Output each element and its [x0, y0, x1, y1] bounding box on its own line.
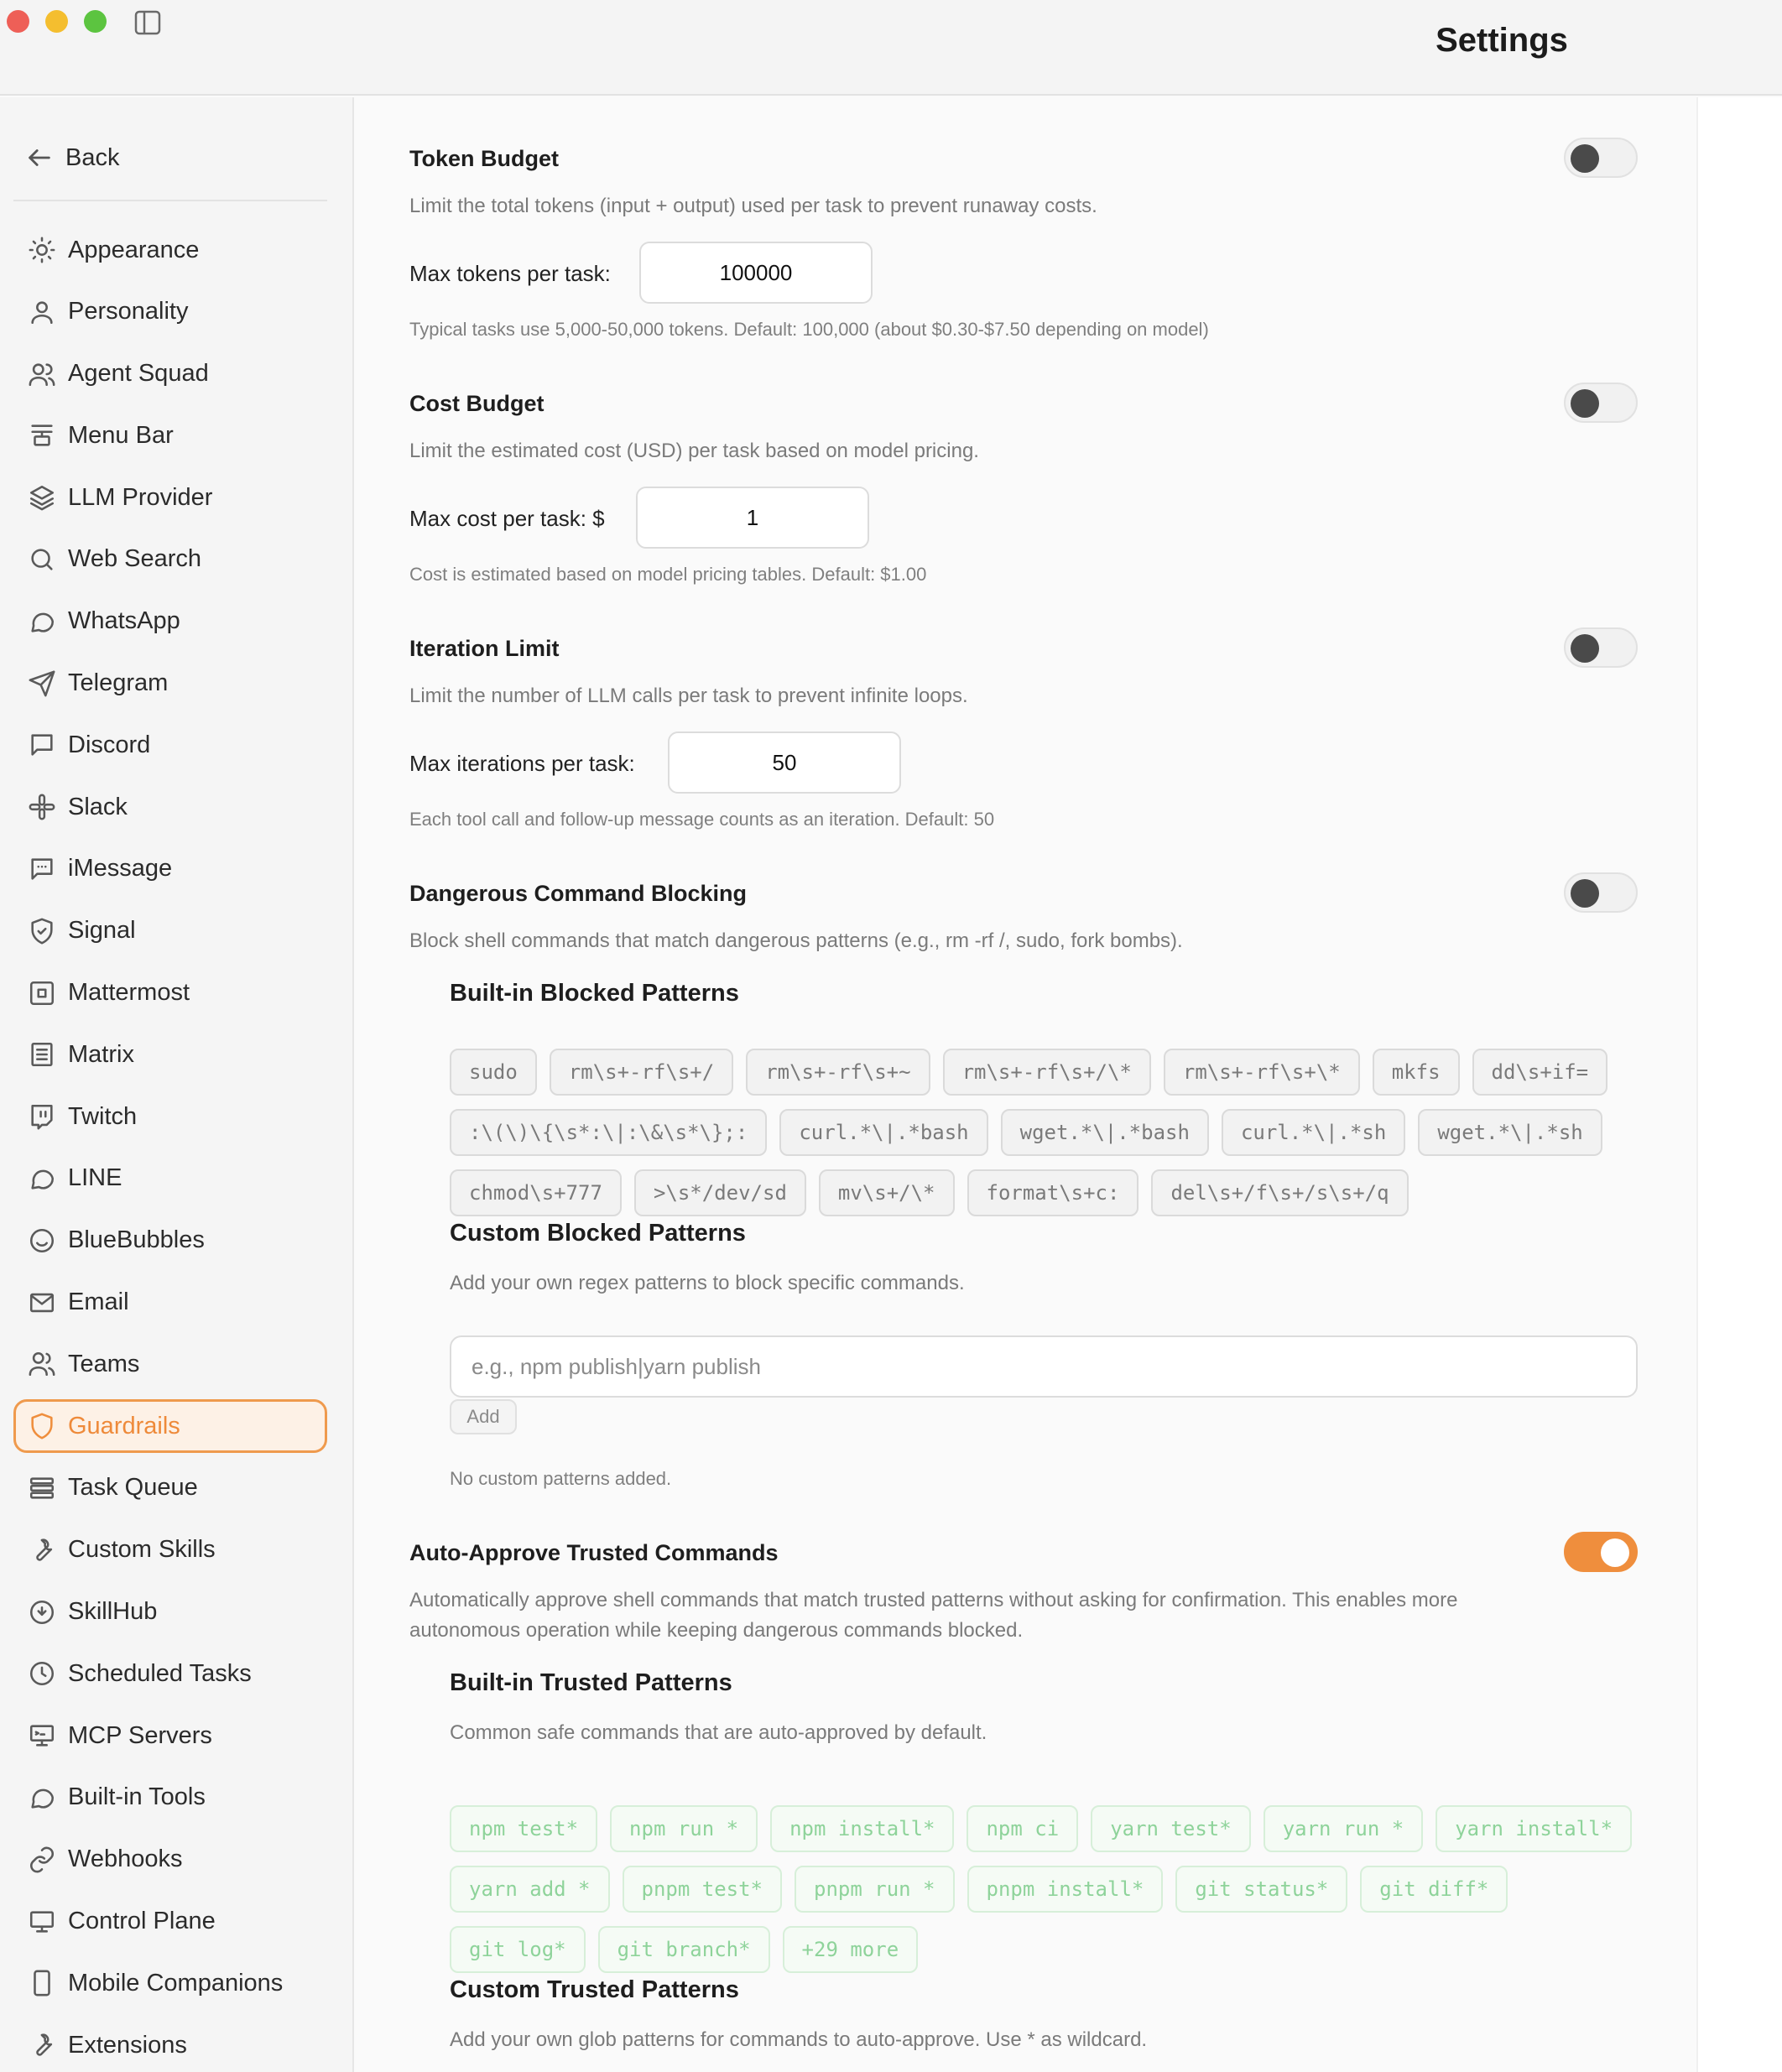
blocked-pattern-chip: :\(\)\{\s*:\|:\&\s*\};: [450, 1109, 767, 1156]
pattern-row [450, 1926, 1641, 1973]
trusted-pattern-chip: npm ci [967, 1805, 1078, 1852]
blocked-pattern-chip: wget.*\|.*bash [1001, 1109, 1209, 1156]
sidebar-item-web-search[interactable] [13, 533, 327, 586]
toggle-knob [1571, 144, 1599, 173]
sidebar-item-signal[interactable] [13, 904, 327, 958]
sidebar-item-label: iMessage [68, 855, 173, 882]
blocked-pattern-chip: rm\s+-rf\s+~ [746, 1049, 930, 1096]
sidebar-item-mcp-servers[interactable] [13, 1709, 327, 1762]
sidebar-item-personality[interactable] [13, 285, 327, 339]
paper-plane-icon [16, 669, 68, 698]
dangerous-blocking-toggle[interactable] [1564, 872, 1638, 913]
sidebar-item-teams[interactable] [13, 1337, 327, 1391]
max-iterations-label: Max iterations per task: [409, 751, 635, 776]
blocked-pattern-chip: curl.*\|.*bash [779, 1109, 987, 1156]
server-icon [16, 1721, 68, 1750]
builtin-blocked-title: Built-in Blocked Patterns [450, 980, 739, 1007]
sidebar-item-twitch[interactable] [13, 1090, 327, 1143]
trusted-pattern-chip: npm run * [610, 1805, 758, 1852]
sidebar-item-label: Scheduled Tasks [68, 1659, 252, 1687]
sidebar-item-label: Twitch [68, 1102, 138, 1130]
sidebar-item-label: Webhooks [68, 1846, 183, 1873]
trusted-pattern-chip: git status* [1175, 1866, 1347, 1913]
square-dot-icon [16, 979, 68, 1007]
right-gutter [1696, 97, 1782, 2072]
blocked-pattern-chip: curl.*\|.*sh [1222, 1109, 1405, 1156]
trusted-pattern-chip: yarn install* [1436, 1805, 1632, 1852]
dangerous-blocking-description: Block shell commands that match dangerous patterns (e.g., rm -rf /, sudo, fork bombs). [409, 929, 1183, 952]
cost-budget-toggle[interactable] [1564, 383, 1638, 423]
cost-budget-description: Limit the estimated cost (USD) per task based on model pricing. [409, 440, 979, 462]
shield-icon [16, 1412, 68, 1440]
sidebar-item-label: Appearance [68, 236, 200, 263]
sidebar-item-label: Control Plane [68, 1908, 216, 1935]
pattern-row [450, 1049, 1641, 1096]
sidebar-item-label: Signal [68, 917, 136, 945]
add-pattern-button[interactable]: Add [450, 1399, 517, 1434]
sidebar-item-task-queue[interactable] [13, 1461, 327, 1515]
sidebar-item-skillhub[interactable] [13, 1585, 327, 1639]
sidebar-item-label: Extensions [68, 2031, 187, 2059]
sidebar-item-webhooks[interactable] [13, 1833, 327, 1887]
message-square-icon [16, 731, 68, 759]
trusted-pattern-chip: git diff* [1360, 1866, 1508, 1913]
sidebar-item-slack[interactable] [13, 780, 327, 834]
custom-blocked-description: Add your own regex patterns to block specific commands. [450, 1272, 965, 1294]
sidebar-item-label: MCP Servers [68, 1721, 212, 1749]
sidebar-item-guardrails[interactable] [13, 1399, 327, 1453]
team-icon [16, 1350, 68, 1378]
auto-approve-description-2: autonomous operation while keeping dangerous commands blocked. [409, 1619, 1024, 1642]
pattern-row [450, 1169, 1641, 1216]
sidebar-item-label: Telegram [68, 669, 169, 697]
trusted-pattern-chip[interactable]: +29 more [783, 1926, 919, 1973]
builtin-trusted-title: Built-in Trusted Patterns [450, 1669, 732, 1696]
message-dots-icon [16, 855, 68, 883]
custom-pattern-input[interactable]: e.g., npm publish|yarn publish [450, 1335, 1638, 1398]
window-title: Settings [1436, 22, 1568, 59]
toggle-knob [1571, 389, 1599, 418]
pattern-row [450, 1805, 1641, 1852]
blocked-pattern-chip: rm\s+-rf\s+/\* [943, 1049, 1151, 1096]
title-bar [0, 0, 1782, 96]
wrench-icon [16, 1536, 68, 1564]
menu-bar-icon [16, 421, 68, 450]
max-iterations-input[interactable]: 50 [668, 731, 901, 794]
sidebar-item-built-in-tools[interactable] [13, 1771, 327, 1825]
dangerous-blocking-title: Dangerous Command Blocking [409, 881, 748, 906]
iteration-limit-description: Limit the number of LLM calls per task to prevent infinite loops. [409, 685, 968, 707]
sidebar-item-whatsapp[interactable] [13, 595, 327, 648]
sidebar-item-control-plane[interactable] [13, 1895, 327, 1949]
arrow-left-icon [13, 143, 65, 172]
sidebar-item-label: Personality [68, 298, 189, 325]
sidebar-item-label: WhatsApp [68, 607, 180, 635]
token-budget-description: Limit the total tokens (input + output) used per task to prevent runaway costs. [409, 195, 1097, 217]
back-button[interactable] [13, 131, 327, 185]
iteration-limit-hint: Each tool call and follow-up message counts as an iteration. Default: 50 [409, 809, 995, 830]
token-budget-hint: Typical tasks use 5,000-50,000 tokens. Default: 100,000 (about $0.30-$7.50 depending on model) [409, 319, 1209, 340]
clock-icon [16, 1659, 68, 1688]
toggle-knob [1601, 1538, 1629, 1567]
chat-bubble-icon [16, 1783, 68, 1812]
trusted-pattern-chip: yarn add * [450, 1866, 610, 1913]
chat-bubble-icon [16, 1164, 68, 1193]
toggle-knob [1571, 879, 1599, 908]
sidebar-item-line[interactable] [13, 1152, 327, 1205]
smile-circle-icon [16, 1226, 68, 1255]
sidebar-toggle-icon[interactable] [134, 10, 161, 35]
blocked-pattern-chip: mkfs [1373, 1049, 1460, 1096]
sidebar-item-label: Email [68, 1288, 129, 1316]
trusted-pattern-chip: npm test* [450, 1805, 597, 1852]
trusted-pattern-chip: yarn test* [1091, 1805, 1251, 1852]
custom-trusted-title: Custom Trusted Patterns [450, 1976, 739, 2003]
back-label: Back [65, 143, 120, 171]
link-icon [16, 1846, 68, 1874]
max-tokens-input[interactable]: 100000 [639, 242, 873, 304]
blocked-pattern-chip: >\s*/dev/sd [634, 1169, 806, 1216]
builtin-blocked-patterns [450, 1049, 1641, 1230]
wrench-icon [16, 2031, 68, 2059]
phone-icon [16, 1969, 68, 1997]
auto-approve-description-1: Automatically approve shell commands that match trusted patterns without asking for confirmation. This enables more [409, 1589, 1458, 1611]
user-icon [16, 298, 68, 326]
minimize-window-button[interactable] [45, 10, 68, 33]
token-budget-toggle[interactable] [1564, 138, 1638, 178]
sidebar-divider [13, 200, 327, 201]
sidebar-nav [13, 223, 327, 2072]
sidebar-item-mattermost[interactable] [13, 966, 327, 1020]
cost-budget-hint: Cost is estimated based on model pricing tables. Default: $1.00 [409, 564, 927, 585]
pattern-row [450, 1866, 1641, 1913]
builtin-trusted-patterns [450, 1805, 1641, 1986]
trusted-pattern-chip: git branch* [598, 1926, 770, 1973]
blocked-pattern-chip: chmod\s+777 [450, 1169, 622, 1216]
slack-icon [16, 793, 68, 821]
custom-blocked-title: Custom Blocked Patterns [450, 1220, 746, 1247]
sidebar-item-label: Guardrails [68, 1412, 180, 1439]
sidebar-item-telegram[interactable] [13, 657, 327, 711]
sidebar-item-label: Slack [68, 793, 128, 820]
sidebar-item-label: Mattermost [68, 979, 190, 1007]
no-custom-patterns-text: No custom patterns added. [450, 1468, 672, 1489]
monitor-icon [16, 1908, 68, 1936]
chat-bubble-icon [16, 607, 68, 636]
sidebar-item-bluebubbles[interactable] [13, 1214, 327, 1268]
blocked-pattern-chip: dd\s+if= [1472, 1049, 1608, 1096]
sidebar-item-menu-bar[interactable] [13, 409, 327, 462]
pattern-row [450, 1109, 1641, 1156]
sidebar-item-appearance[interactable] [13, 223, 327, 277]
blocked-pattern-chip: sudo [450, 1049, 537, 1096]
sidebar-item-imessage[interactable] [13, 842, 327, 896]
iteration-limit-toggle[interactable] [1564, 627, 1638, 668]
token-budget-title: Token Budget [409, 146, 559, 171]
trusted-pattern-chip: npm install* [770, 1805, 954, 1852]
sidebar-item-label: Matrix [68, 1040, 134, 1068]
sidebar-item-label: Agent Squad [68, 360, 209, 388]
sidebar-item-extensions[interactable] [13, 2018, 327, 2072]
sidebar-item-label: LLM Provider [68, 483, 213, 511]
trusted-pattern-chip: pnpm install* [967, 1866, 1164, 1913]
sidebar-item-custom-skills[interactable] [13, 1523, 327, 1577]
search-icon [16, 545, 68, 574]
sidebar-item-label: Discord [68, 731, 151, 758]
max-cost-label: Max cost per task: $ [409, 506, 605, 531]
matrix-icon [16, 1040, 68, 1069]
sidebar-item-scheduled-tasks[interactable] [13, 1647, 327, 1700]
sidebar-item-label: Custom Skills [68, 1536, 216, 1564]
sidebar-item-label: Web Search [68, 545, 202, 573]
maximize-window-button[interactable] [84, 10, 107, 33]
sidebar-item-label: LINE [68, 1164, 122, 1192]
mail-icon [16, 1288, 68, 1317]
auto-approve-title: Auto-Approve Trusted Commands [409, 1540, 779, 1565]
blocked-pattern-chip: rm\s+-rf\s+\* [1164, 1049, 1360, 1096]
sidebar-item-label: Menu Bar [68, 421, 174, 449]
stack-icon [16, 1474, 68, 1502]
blocked-pattern-chip: rm\s+-rf\s+/ [550, 1049, 733, 1096]
sidebar-item-label: Built-in Tools [68, 1783, 206, 1811]
layers-icon [16, 483, 68, 512]
users-icon [16, 360, 68, 388]
close-window-button[interactable] [7, 10, 29, 33]
sidebar-item-matrix[interactable] [13, 1028, 327, 1081]
sidebar-item-label: Mobile Companions [68, 1969, 284, 1997]
sidebar-item-label: Task Queue [68, 1474, 198, 1502]
custom-trusted-description: Add your own glob patterns for commands to auto-approve. Use * as wildcard. [450, 2028, 1148, 2051]
toggle-knob [1571, 634, 1599, 663]
max-tokens-label: Max tokens per task: [409, 261, 611, 286]
sidebar-item-label: SkillHub [68, 1598, 158, 1626]
sidebar-item-llm-provider[interactable] [13, 471, 327, 524]
blocked-pattern-chip: wget.*\|.*sh [1418, 1109, 1602, 1156]
sidebar-item-label: Teams [68, 1350, 140, 1377]
blocked-pattern-chip: format\s+c: [967, 1169, 1139, 1216]
sidebar [0, 97, 354, 2072]
sidebar-item-agent-squad[interactable] [13, 347, 327, 401]
max-cost-input[interactable]: 1 [636, 487, 869, 549]
auto-approve-toggle[interactable] [1564, 1532, 1638, 1572]
skillhub-icon [16, 1598, 68, 1627]
cost-budget-title: Cost Budget [409, 391, 544, 416]
sidebar-item-mobile-companions[interactable] [13, 1956, 327, 2010]
sidebar-item-label: BlueBubbles [68, 1226, 205, 1254]
sun-icon [16, 236, 68, 264]
trusted-pattern-chip: pnpm run * [795, 1866, 955, 1913]
iteration-limit-title: Iteration Limit [409, 636, 560, 661]
shield-check-icon [16, 917, 68, 945]
trusted-pattern-chip: yarn run * [1264, 1805, 1424, 1852]
trusted-pattern-chip: pnpm test* [623, 1866, 783, 1913]
builtin-trusted-description: Common safe commands that are auto-approved by default. [450, 1721, 987, 1744]
sidebar-item-discord[interactable] [13, 718, 327, 772]
twitch-icon [16, 1102, 68, 1131]
blocked-pattern-chip: del\s+/f\s+/s\s+/q [1151, 1169, 1408, 1216]
blocked-pattern-chip: mv\s+/\* [819, 1169, 955, 1216]
sidebar-item-email[interactable] [13, 1276, 327, 1330]
trusted-pattern-chip: git log* [450, 1926, 586, 1973]
